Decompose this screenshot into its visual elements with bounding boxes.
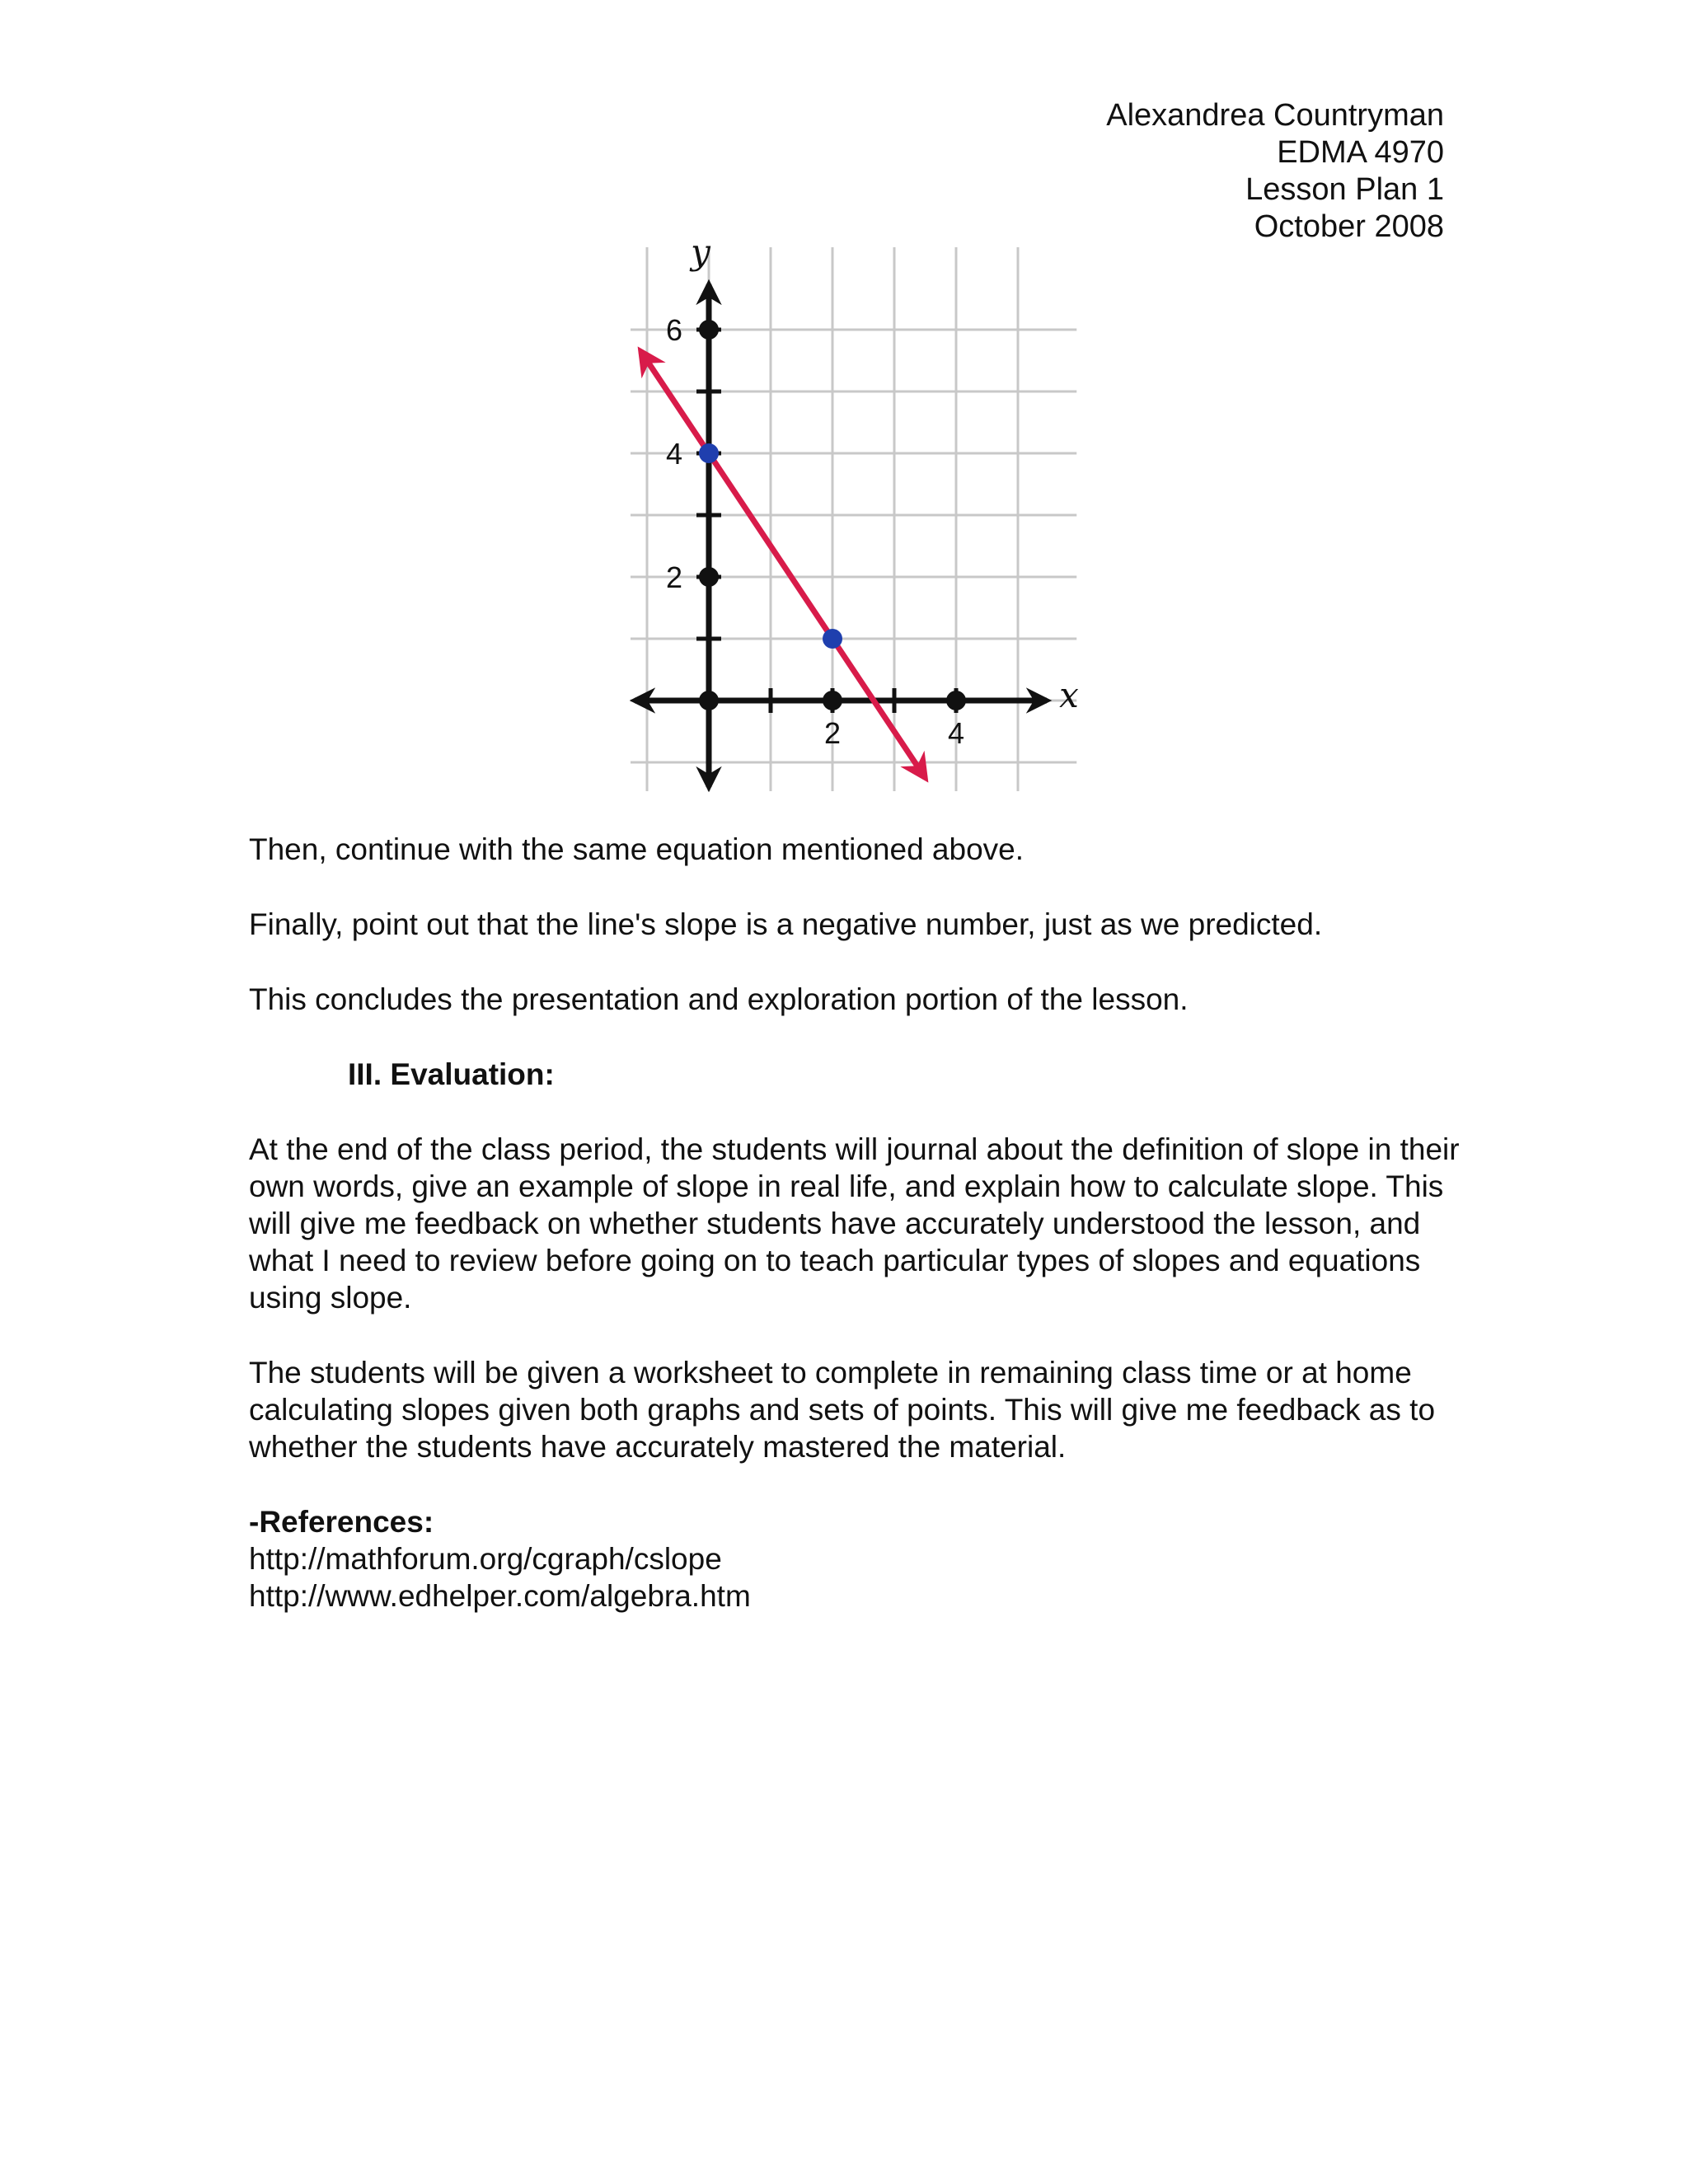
references-heading: -References: bbox=[249, 1505, 434, 1539]
x-tick-label: 4 bbox=[947, 716, 965, 750]
lesson-plan-label: Lesson Plan 1 bbox=[1245, 172, 1444, 207]
paragraph-continue: Then, continue with the same equation mentioned above. bbox=[249, 832, 1025, 866]
axis-point bbox=[946, 691, 966, 710]
axes bbox=[635, 284, 1047, 787]
axis-point bbox=[699, 691, 719, 710]
author-name: Alexandrea Countryman bbox=[1106, 98, 1444, 133]
x-tick-label: 2 bbox=[823, 716, 842, 750]
paragraph-finally: Finally, point out that the line's slope is a negative number, just as we predicted. bbox=[249, 907, 1323, 941]
document-header bbox=[1106, 97, 1444, 246]
y-tick-label: 4 bbox=[665, 437, 683, 471]
lesson-body bbox=[249, 831, 1461, 1615]
axis-point bbox=[823, 691, 842, 710]
tick-marks bbox=[696, 330, 956, 713]
paragraph-worksheet: The students will be given a worksheet to complete in remaining class time or at home calculating slopes given both graphs and sets of points. This will give me feedback as to whether the students have accurately mastered the material. bbox=[249, 1356, 1436, 1464]
x-axis-label: x bbox=[1059, 675, 1079, 715]
highlighted-point bbox=[699, 443, 719, 463]
course-code: EDMA 4970 bbox=[1277, 135, 1444, 170]
paragraph-journal: At the end of the class period, the students will journal about the definition of slope in their own words, give an example of slope in real life, and explain how to calculate slope. This will give me feedback on whether students have accurately understood the lesson, and what I need to review before going on to teach particular types of slopes and equations using slope. bbox=[249, 1132, 1460, 1315]
y-tick-label: 6 bbox=[665, 313, 683, 347]
axis-point bbox=[699, 320, 719, 340]
section-heading-evaluation: III. Evaluation: bbox=[348, 1057, 555, 1091]
y-axis-label: y bbox=[691, 232, 710, 272]
document-date: October 2008 bbox=[1254, 209, 1444, 244]
axis-point bbox=[699, 567, 719, 587]
plotted-line bbox=[641, 351, 926, 778]
slope-graph bbox=[610, 232, 1079, 804]
paragraph-conclusion: This concludes the presentation and exploration portion of the lesson. bbox=[249, 982, 1189, 1016]
highlighted-point bbox=[823, 629, 842, 649]
slope-line bbox=[641, 351, 926, 778]
reference-link[interactable]: http://www.edhelper.com/algebra.htm bbox=[249, 1579, 751, 1613]
y-tick-label: 2 bbox=[665, 560, 683, 594]
reference-link[interactable]: http://mathforum.org/cgraph/cslope bbox=[249, 1542, 722, 1576]
